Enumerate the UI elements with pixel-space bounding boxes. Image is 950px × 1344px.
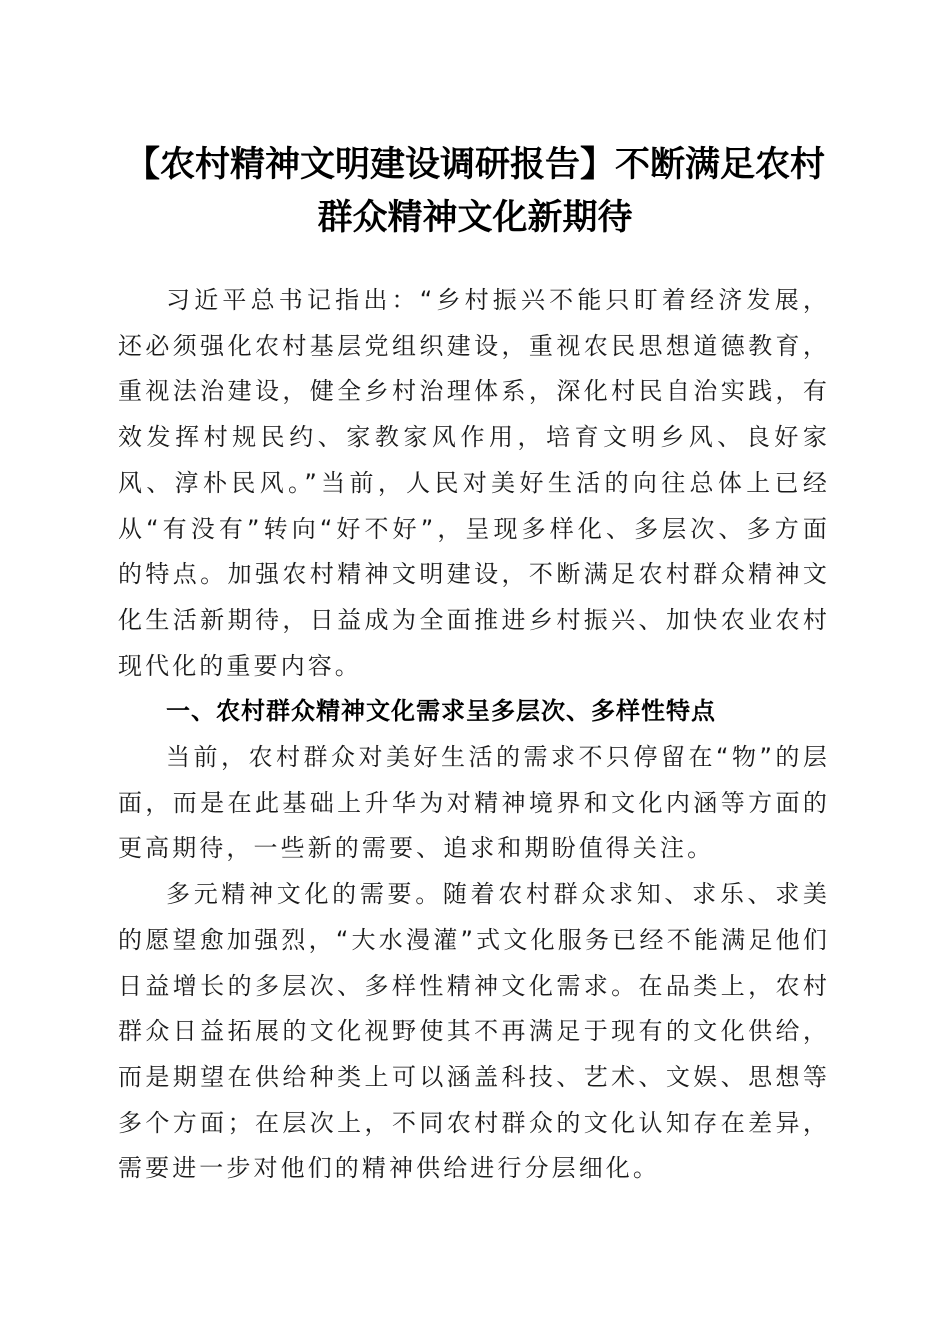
title-line-1: 【农村精神文明建设调研报告】不断满足农村 bbox=[124, 144, 825, 185]
paragraph-section1-intro: 当前，农村群众对美好生活的需求不只停留在“物”的层面，而是在此基础上升华为对精神境界和文化内涵等方面的更高期待，一些新的需要、追求和期盼值得关注。 bbox=[118, 743, 830, 863]
title-line-2: 群众精神文化新期待 bbox=[317, 197, 633, 238]
paragraph-intro: 习近平总书记指出：“乡村振兴不能只盯着经济发展，还必须强化农村基层党组织建设，重视农民思想道德教育，重视法治建设，健全乡村治理体系，深化村民自治实践，有效发挥村规民约、家教家风作用，培育文明乡风、良好家风、淳朴民风。”当前，人民对美好生活的向往总体上已经从“有没有”转向“好不好”，呈现多样化、多层次、多方面的特点。加强农村精神文明建设，不断满足农村群众精神文化生活新期待，日益成为全面推进乡村振兴、加快农业农村现代化的重要内容。 bbox=[118, 286, 830, 680]
paragraph-diverse-needs: 多元精神文化的需要。随着农村群众求知、求乐、求美的愿望愈加强烈，“大水漫灌”式文化服务已经不能满足他们日益增长的多层次、多样性精神文化需求。在品类上，农村群众日益拓展的文化视野使其不再满足于现有的文化供给，而是期望在供给种类上可以涵盖科技、艺术、文娱、思想等多个方面；在层次上，不同农村群众的文化认知存在差异，需要进一步对他们的精神供给进行分层细化。 bbox=[118, 880, 830, 1183]
section-heading-1: 一、农村群众精神文化需求呈多层次、多样性特点 bbox=[166, 697, 716, 726]
document-title bbox=[95, 138, 855, 244]
document-body bbox=[118, 278, 830, 1192]
